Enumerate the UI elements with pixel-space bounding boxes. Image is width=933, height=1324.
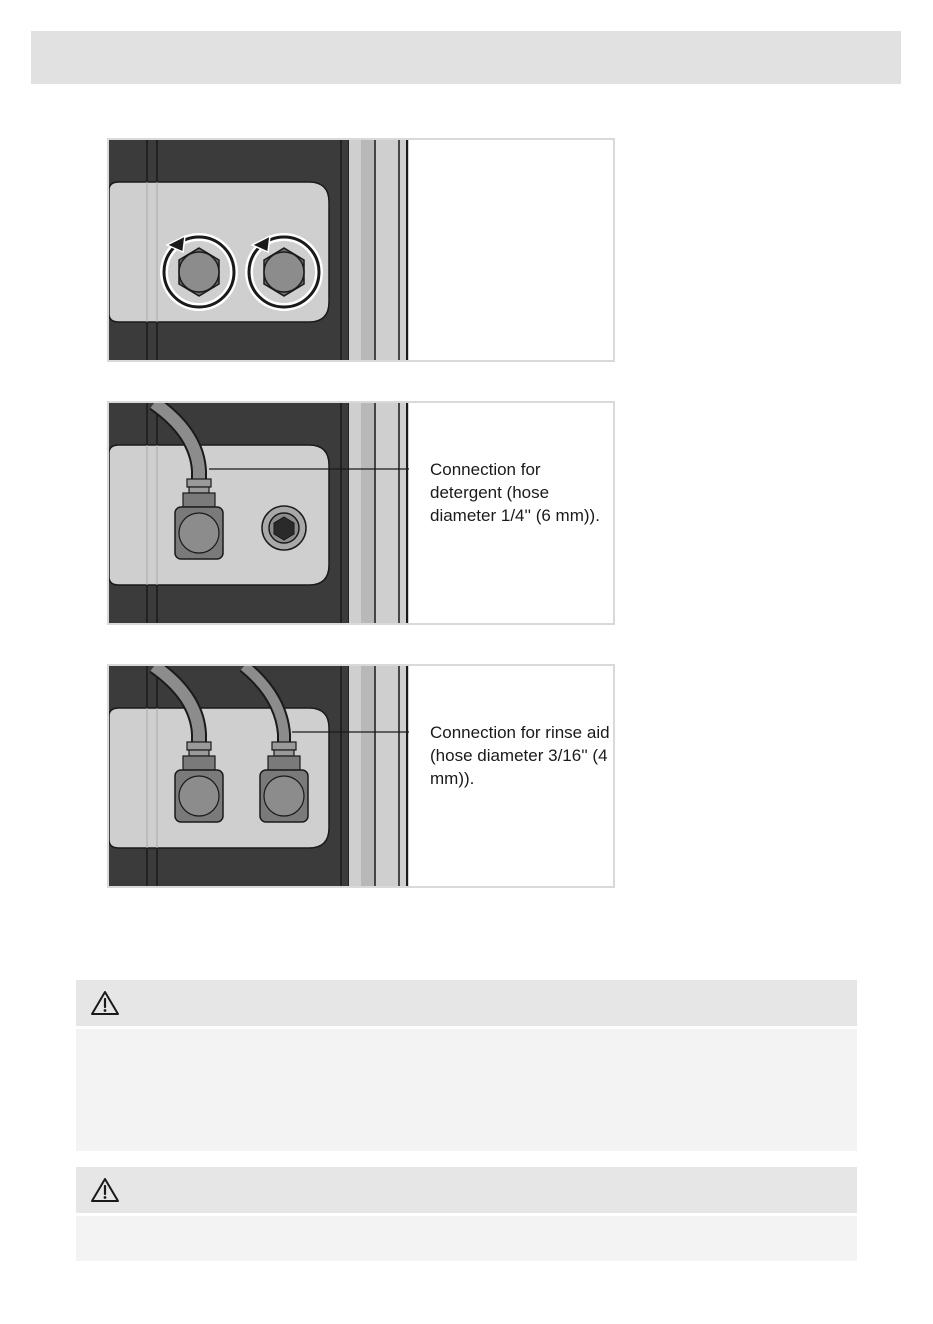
warning-header (76, 980, 857, 1026)
figure-caption: Connection for rinse aid (hose diameter 3/16'' (4 mm)). (430, 723, 610, 788)
figure-remove-caps (107, 138, 615, 362)
warning-body (76, 1029, 857, 1151)
remove-caps-illustration (109, 140, 615, 362)
warning-body (76, 1216, 857, 1261)
warning-header (76, 1167, 857, 1213)
header-bar (31, 31, 901, 84)
figure-caption: Connection for detergent (hose diameter 1/4'' (6 mm)). (430, 460, 600, 525)
figure-detergent-connection (107, 401, 615, 625)
warning-triangle-icon (90, 1177, 120, 1203)
figure-rinse-aid-connection (107, 664, 615, 888)
warning-triangle-icon (90, 990, 120, 1016)
capped-port (262, 506, 306, 550)
